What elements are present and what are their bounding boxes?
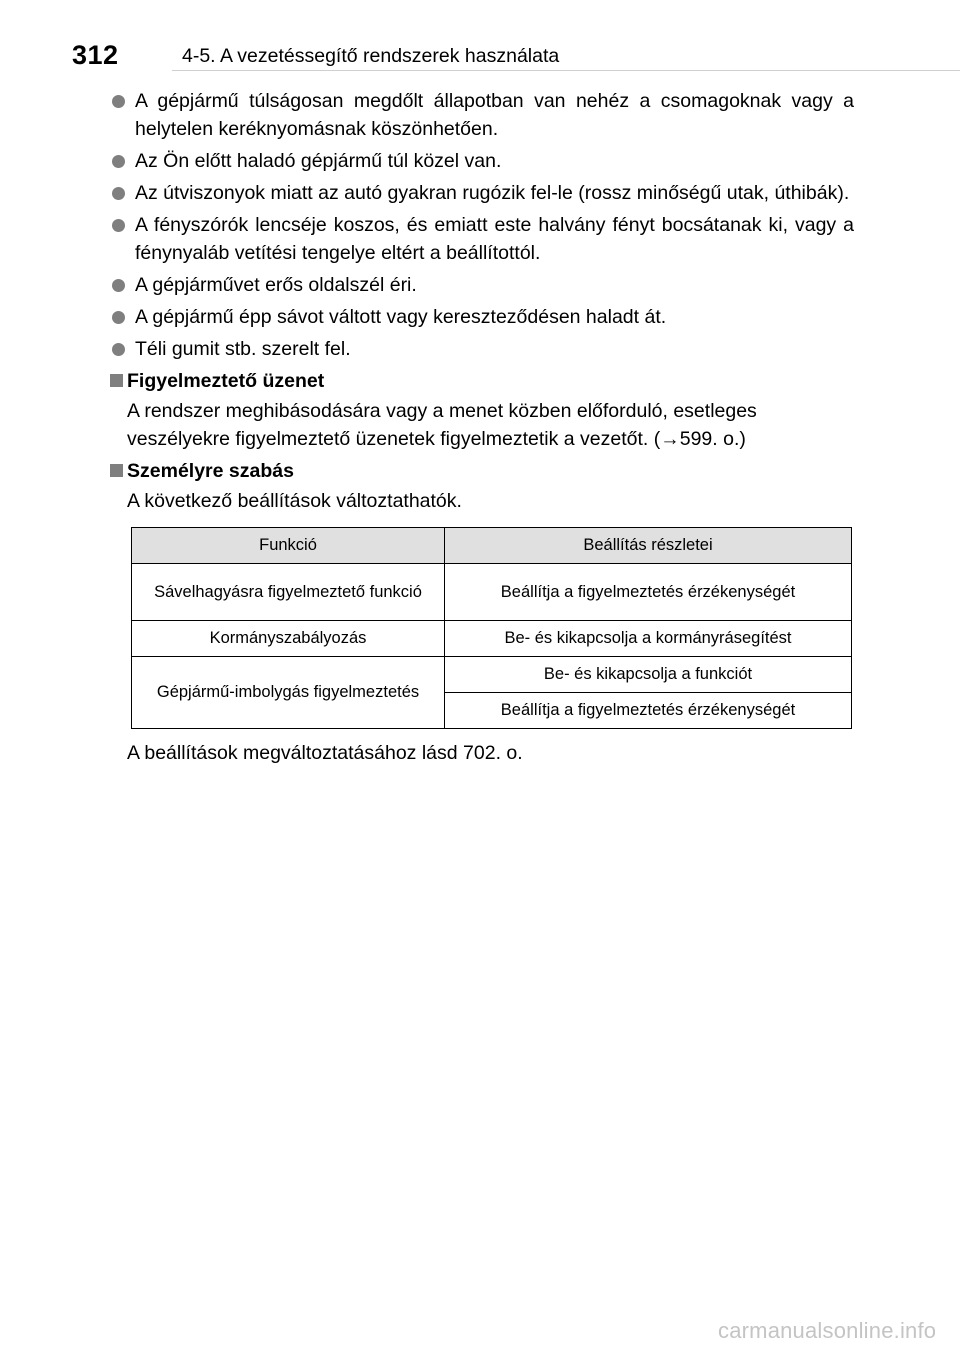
section-heading: [108, 457, 854, 487]
square-bullet-icon: [110, 374, 123, 387]
list-item: [108, 211, 854, 267]
bullet-dot-icon: [112, 311, 125, 324]
table-header-cell: Funkció: [132, 528, 445, 564]
section-heading-text: Figyelmeztető üzenet: [127, 370, 325, 392]
section-body: A következő beállítások változtathatók.: [127, 490, 462, 512]
list-item-text: A fényszórók lencséje koszos, és emiatt este halvány fényt bocsátanak ki, vagy a fénynyaláb vetítési tengelye eltért a beállítottól.: [135, 214, 854, 264]
bullet-dot-icon: [112, 219, 125, 232]
bullet-dot-icon: [112, 279, 125, 292]
warning-message-section: [108, 367, 854, 453]
table-cell-function: Sávelhagyásra figyelmeztető funkció: [132, 564, 445, 621]
list-item-text: A gépjármű túlságosan megdőlt állapotban van nehéz a csomagoknak vagy a helytelen keréknyomásnak köszönhetően.: [135, 90, 854, 140]
table-cell-function: Gépjármű-imbolygás figyelmeztetés: [132, 657, 445, 729]
bullet-dot-icon: [112, 343, 125, 356]
table-row: [132, 657, 852, 693]
watermark: carmanualsonline.info: [718, 1318, 937, 1343]
list-item-text: Az útviszonyok miatt az autó gyakran rugózik fel-le (rossz minőségű utak, úthibák).: [135, 182, 850, 204]
table-header-row: [132, 528, 852, 564]
section-title: 4-5. A vezetéssegítő rendszerek használata: [182, 45, 560, 67]
page-header: [0, 40, 960, 80]
square-bullet-icon: [110, 464, 123, 477]
list-item: [108, 87, 854, 143]
section-heading: [108, 367, 854, 397]
bullet-dot-icon: [112, 95, 125, 108]
header-rule: [172, 70, 960, 71]
list-item: [108, 335, 854, 363]
bullet-dot-icon: [112, 187, 125, 200]
table-cell-function: Kormányszabályozás: [132, 621, 445, 657]
list-item-text: A gépjármű épp sávot váltott vagy kereszteződésen haladt át.: [135, 306, 667, 328]
table-cell-detail: Beállítja a figyelmeztetés érzékenységét: [445, 564, 852, 621]
list-item: [108, 271, 854, 299]
table-cell-detail: Be- és kikapcsolja a funkciót: [445, 657, 852, 693]
list-item-text: A gépjárművet erős oldalszél éri.: [135, 274, 417, 296]
table-row: [132, 621, 852, 657]
page-content: [108, 87, 854, 767]
table-header-cell: Beállítás részletei: [445, 528, 852, 564]
bullet-dot-icon: [112, 155, 125, 168]
page-number: 312: [72, 40, 119, 70]
list-item: [108, 179, 854, 207]
section-heading-text: Személyre szabás: [127, 460, 294, 482]
list-item-text: Az Ön előtt haladó gépjármű túl közel van.: [135, 150, 502, 172]
table-cell-detail: Beállítja a figyelmeztetés érzékenységét: [445, 693, 852, 729]
list-item: [108, 147, 854, 175]
list-item-text: Téli gumit stb. szerelt fel.: [135, 338, 351, 360]
settings-table: [131, 527, 852, 729]
section-body: A rendszer meghibásodására vagy a menet közben előforduló, esetleges veszélyekre figyelmeztető üzenetek figyelmeztetik a vezetőt. (→599. o.): [127, 400, 757, 450]
table-cell-detail: Be- és kikapcsolja a kormányrásegítést: [445, 621, 852, 657]
list-item: [108, 303, 854, 331]
table-row: [132, 564, 852, 621]
customization-section: [108, 457, 854, 767]
settings-reference-note: A beállítások megváltoztatásához lásd 702. o.: [127, 742, 523, 764]
